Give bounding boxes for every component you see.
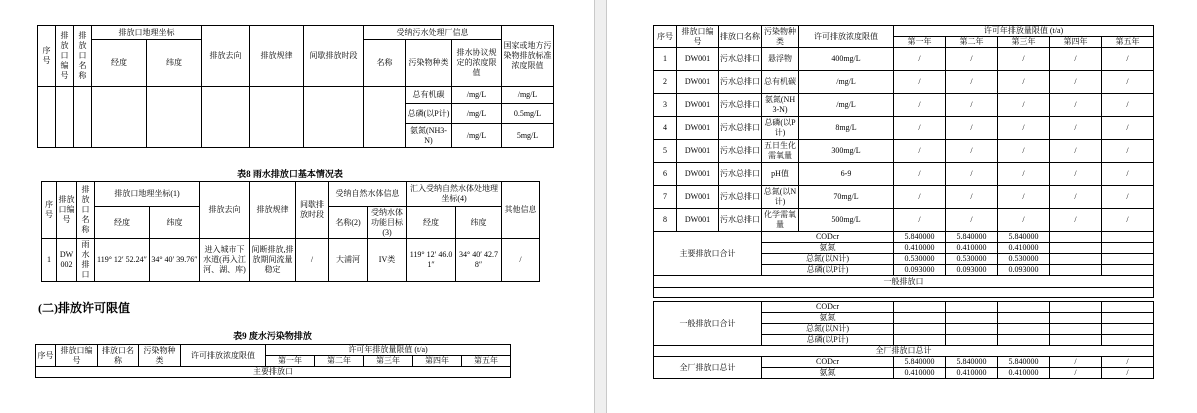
cell-year-value: [1102, 313, 1154, 324]
cell-year-value: /: [1102, 48, 1154, 71]
th-conc-limit: 许可排放浓度限值: [181, 345, 266, 367]
cell-year-value: 0.410000: [946, 243, 998, 254]
th-seq: 序号: [654, 26, 677, 48]
cell-year-value: /: [998, 209, 1050, 232]
empty-cell: [74, 87, 92, 148]
cell-outlet-no: DW001: [677, 71, 719, 94]
th-year-3: 第三年: [364, 356, 413, 367]
cell-year-value: [894, 335, 946, 346]
cell-seq: 1: [654, 48, 677, 71]
cell-total-pollutant: 氨氮: [762, 368, 894, 379]
table-row: [654, 71, 1154, 94]
cell-year-value: [946, 313, 998, 324]
cell-year-value: 0.530000: [998, 254, 1050, 265]
cell-agreement-limit: /mg/L: [452, 87, 502, 104]
th-pollutant-type: 污染物种类: [762, 26, 799, 48]
cell-year-value: 5.840000: [894, 232, 946, 243]
cell-direction: 进入城市下水道(再入江河、湖、库): [200, 239, 250, 282]
table-row: [654, 94, 1154, 117]
th-year-1: 第一年: [894, 37, 946, 48]
cell-year-value: [1102, 254, 1154, 265]
th-year-5: 第五年: [462, 356, 511, 367]
th-seq: 序号: [42, 182, 57, 239]
th-year-4: 第四年: [1050, 37, 1102, 48]
cell-agreement-limit: /mg/L: [452, 124, 502, 148]
th-longitude: 经度: [92, 40, 147, 87]
cell-year-value: /: [946, 48, 998, 71]
cell-year-value: /: [1050, 48, 1102, 71]
cell-year-value: [1050, 254, 1102, 265]
table9-title: 表9 废水污染物排放: [233, 331, 312, 341]
cell-year-value: /: [1050, 117, 1102, 140]
cell-year-value: /: [946, 186, 998, 209]
cell-outlet-name: 污水总排口: [719, 186, 762, 209]
cell-seq: 8: [654, 209, 677, 232]
th-intermittent: 间歇排放时段: [304, 26, 364, 87]
cell-year-value: /: [894, 140, 946, 163]
cell-seq: 2: [654, 71, 677, 94]
cell-conc-limit: 500mg/L: [799, 209, 894, 232]
table-wwtp-info-continued: [37, 25, 554, 148]
cell-outlet-name: 污水总排口: [719, 71, 762, 94]
cell-pollutant: 总磷(以P计): [406, 104, 452, 124]
empty-cell: [364, 87, 406, 148]
document-page-right: [607, 0, 1197, 413]
cell-seq: 4: [654, 117, 677, 140]
cell-year-value: [1050, 243, 1102, 254]
cell-conc-limit: 400mg/L: [799, 48, 894, 71]
th-wwtp-name: 名称: [364, 40, 406, 87]
th-annual-group: 许可年排放量限值 (t/a): [266, 345, 511, 356]
cell-year-value: /: [946, 71, 998, 94]
th-outlet-no: 排放口编号: [56, 345, 98, 367]
cell-year-value: /: [946, 140, 998, 163]
cell-total-pollutant: 总磷(以P计): [762, 265, 894, 276]
cell-year-value: [1102, 232, 1154, 243]
cell-standard-limit: 5mg/L: [502, 124, 554, 148]
th-standard-limit: 国家或地方污染物排放标准浓度限值: [502, 26, 554, 87]
cell-year-value: 0.093000: [894, 265, 946, 276]
cell-total-pollutant: 总氮(以N计): [762, 254, 894, 265]
th-wwtp-group: 受纳污水处理厂信息: [364, 26, 502, 40]
empty-cell: [38, 87, 56, 148]
cell-year-value: [998, 335, 1050, 346]
th-latitude: 纬度: [150, 207, 200, 239]
th-intermittent: 间歇排放时段: [296, 182, 329, 239]
cell-year-value: [1050, 302, 1102, 313]
cell-standard-limit: 0.5mg/L: [502, 104, 554, 124]
cell-plant-total-label: 全厂排放口总计: [654, 357, 762, 379]
cell-total-pollutant: 氨氮: [762, 313, 894, 324]
empty-cell: [250, 87, 304, 148]
cell-year-value: [998, 313, 1050, 324]
cell-standard-limit: /mg/L: [502, 87, 554, 104]
cell-year-value: /: [998, 163, 1050, 186]
band-plant-total: 全厂排放口总计: [654, 346, 1154, 357]
table-wastewater-limits-totals: [653, 301, 1154, 379]
th-seq: 序号: [36, 345, 56, 367]
cell-year-value: [894, 313, 946, 324]
cell-year-value: /: [894, 117, 946, 140]
cell-year-value: [998, 324, 1050, 335]
cell-year-value: /: [1050, 94, 1102, 117]
band-main-outlets: 主要排放口: [36, 367, 511, 378]
cell-year-value: /: [998, 140, 1050, 163]
th-join-latitude: 纬度: [456, 207, 502, 239]
cell-year-value: /: [1102, 357, 1154, 368]
cell-year-value: /: [998, 117, 1050, 140]
th-longitude: 经度: [95, 207, 150, 239]
cell-year-value: 0.530000: [894, 254, 946, 265]
cell-total-pollutant: 总磷(以P计): [762, 335, 894, 346]
cell-pollutant: 氨氮(NH3-N): [406, 124, 452, 148]
cell-year-value: /: [1050, 209, 1102, 232]
cell-year-value: /: [1050, 368, 1102, 379]
cell-outlet-no: DW001: [677, 163, 719, 186]
table-row: [654, 117, 1154, 140]
cell-year-value: /: [1050, 163, 1102, 186]
cell-pattern: 间断排放,排放期间流量稳定: [250, 239, 296, 282]
th-year-2: 第二年: [315, 356, 364, 367]
th-geo-group: 排放口地理坐标: [92, 26, 202, 40]
th-year-5: 第五年: [1102, 37, 1154, 48]
cell-year-value: 0.410000: [894, 368, 946, 379]
cell-year-value: [1050, 232, 1102, 243]
cell-latitude: 34° 40′ 39.76″: [150, 239, 200, 282]
cell-year-value: /: [1102, 163, 1154, 186]
cell-outlet-name: 雨水排口: [77, 239, 95, 282]
table-row: [654, 140, 1154, 163]
cell-pollutant: 总氮(以N计): [762, 186, 799, 209]
table8-title: 表8 雨水排放口基本情况表: [237, 169, 343, 179]
th-annual-group: 许可年排放量限值 (t/a): [894, 26, 1154, 37]
table-row-total: [654, 357, 1154, 368]
cell-year-value: /: [998, 94, 1050, 117]
band-general-outlets: 一般排放口: [654, 276, 1154, 288]
th-latitude: 纬度: [147, 40, 202, 87]
th-pollutant-type: 污染物种类: [139, 345, 181, 367]
cell-conc-limit: 70mg/L: [799, 186, 894, 209]
cell-join-latitude: 34° 40′ 42.78″: [456, 239, 502, 282]
th-conc-limit: 许可排放浓度限值: [799, 26, 894, 48]
empty-cell: [202, 87, 250, 148]
cell-year-value: /: [946, 209, 998, 232]
cell-pollutant: pH值: [762, 163, 799, 186]
cell-year-value: [946, 324, 998, 335]
cell-year-value: [1102, 324, 1154, 335]
cell-year-value: /: [998, 48, 1050, 71]
cell-total-pollutant: CODcr: [762, 357, 894, 368]
cell-year-value: [1102, 243, 1154, 254]
th-year-1: 第一年: [266, 356, 315, 367]
empty-cell: [147, 87, 202, 148]
table-row: [654, 163, 1154, 186]
cell-year-value: /: [998, 71, 1050, 94]
cell-year-value: /: [1050, 71, 1102, 94]
cell-general-total-label: 一般排放口合计: [654, 302, 762, 346]
cell-year-value: /: [1102, 117, 1154, 140]
th-year-3: 第三年: [998, 37, 1050, 48]
cell-year-value: 0.410000: [998, 368, 1050, 379]
cell-pollutant: 氨氮(NH3-N): [762, 94, 799, 117]
cell-year-value: [1102, 302, 1154, 313]
cell-year-value: [894, 302, 946, 313]
cell-pollutant: 悬浮物: [762, 48, 799, 71]
table-row: [654, 186, 1154, 209]
cell-year-value: /: [894, 163, 946, 186]
cell-year-value: [1050, 324, 1102, 335]
cell-year-value: 5.840000: [894, 357, 946, 368]
cell-year-value: [1102, 265, 1154, 276]
cell-pollutant: 总有机碳: [762, 71, 799, 94]
th-outlet-no: 排放口编号: [57, 182, 77, 239]
cell-seq: 7: [654, 186, 677, 209]
cell-year-value: /: [894, 71, 946, 94]
cell-other-info: /: [502, 239, 540, 282]
th-join-longitude: 经度: [407, 207, 456, 239]
cell-total-pollutant: CODcr: [762, 232, 894, 243]
cell-outlet-no: DW001: [677, 117, 719, 140]
cell-year-value: [1102, 335, 1154, 346]
cell-pollutant: 总有机碳: [406, 87, 452, 104]
cell-year-value: [1050, 313, 1102, 324]
th-join-geo-group: 汇入受纳自然水体处地理坐标(4): [407, 182, 502, 207]
cell-seq: 1: [42, 239, 57, 282]
cell-conc-limit: /mg/L: [799, 71, 894, 94]
cell-year-value: [1050, 335, 1102, 346]
cell-year-value: 0.093000: [946, 265, 998, 276]
th-pollutant-type: 污染物种类: [406, 40, 452, 87]
table-row-subtotal: [654, 232, 1154, 243]
cell-conc-limit: /mg/L: [799, 94, 894, 117]
cell-year-value: 0.410000: [894, 243, 946, 254]
cell-year-value: /: [894, 186, 946, 209]
cell-year-value: /: [894, 94, 946, 117]
cell-outlet-no: DW001: [677, 186, 719, 209]
cell-main-total-label: 主要排放口合计: [654, 232, 762, 276]
cell-conc-limit: 8mg/L: [799, 117, 894, 140]
section-heading-discharge-limits: (二)排放许可限值: [38, 301, 130, 315]
cell-year-value: /: [1102, 209, 1154, 232]
cell-year-value: [1050, 265, 1102, 276]
empty-cell: [56, 87, 74, 148]
cell-year-value: 5.840000: [998, 232, 1050, 243]
th-pattern: 排放规律: [250, 182, 296, 239]
cell-outlet-name: 污水总排口: [719, 140, 762, 163]
cell-year-value: 0.530000: [946, 254, 998, 265]
cell-year-value: [946, 302, 998, 313]
cell-year-value: /: [946, 117, 998, 140]
table-rainwater-outlets: [41, 181, 540, 282]
th-year-2: 第二年: [946, 37, 998, 48]
cell-year-value: /: [894, 48, 946, 71]
cell-water-target: IV类: [368, 239, 407, 282]
cell-agreement-limit: /mg/L: [452, 104, 502, 124]
cell-year-value: [946, 335, 998, 346]
th-direction: 排放去向: [200, 182, 250, 239]
th-outlet-no: 排放口编号: [56, 26, 74, 87]
cell-year-value: /: [946, 163, 998, 186]
cell-seq: 5: [654, 140, 677, 163]
cell-outlet-name: 污水总排口: [719, 94, 762, 117]
th-outlet-no: 排放口编号: [677, 26, 719, 48]
cell-outlet-no: DW001: [677, 140, 719, 163]
cell-total-pollutant: 总氮(以N计): [762, 324, 894, 335]
cell-year-value: 5.840000: [946, 232, 998, 243]
cell-water-name: 大浦河: [329, 239, 368, 282]
cell-outlet-name: 污水总排口: [719, 163, 762, 186]
cell-conc-limit: 6-9: [799, 163, 894, 186]
cell-year-value: 5.840000: [998, 357, 1050, 368]
cell-outlet-no: DW002: [57, 239, 77, 282]
th-water-target: 受纳水体功能目标(3): [368, 207, 407, 239]
cell-year-value: [894, 324, 946, 335]
cell-outlet-name: 污水总排口: [719, 209, 762, 232]
cell-year-value: /: [1050, 186, 1102, 209]
cell-year-value: /: [946, 94, 998, 117]
table-row-subtotal: [654, 302, 1154, 313]
cell-year-value: /: [1102, 140, 1154, 163]
th-direction: 排放去向: [202, 26, 250, 87]
cell-outlet-no: DW001: [677, 94, 719, 117]
cell-year-value: /: [1102, 368, 1154, 379]
cell-year-value: /: [1050, 140, 1102, 163]
cell-year-value: /: [1050, 357, 1102, 368]
table-row: [654, 209, 1154, 232]
th-outlet-name: 排放口名称: [98, 345, 139, 367]
cell-outlet-name: 污水总排口: [719, 48, 762, 71]
th-water-group: 受纳自然水体信息: [329, 182, 407, 207]
cell-total-pollutant: CODcr: [762, 302, 894, 313]
th-water-name: 名称(2): [329, 207, 368, 239]
th-pattern: 排放规律: [250, 26, 304, 87]
th-outlet-name: 排放口名称: [719, 26, 762, 48]
th-outlet-name: 排放口名称: [77, 182, 95, 239]
th-seq: 序号: [38, 26, 56, 87]
cell-seq: 3: [654, 94, 677, 117]
cell-year-value: /: [1102, 94, 1154, 117]
cell-year-value: 0.410000: [998, 243, 1050, 254]
th-year-4: 第四年: [413, 356, 462, 367]
cell-join-longitude: 119° 12′ 46.01″: [407, 239, 456, 282]
th-geo-group: 排放口地理坐标(1): [95, 182, 200, 207]
cell-total-pollutant: 氨氮: [762, 243, 894, 254]
table-wastewater-limits: [653, 25, 1154, 298]
th-outlet-name: 排放口名称: [74, 26, 92, 87]
cell-year-value: /: [1102, 186, 1154, 209]
document-page-left: [0, 0, 594, 413]
cell-year-value: [998, 302, 1050, 313]
cell-outlet-no: DW001: [677, 209, 719, 232]
th-agreement-limit: 排水协议规定的浓度限值: [452, 40, 502, 87]
empty-cell: [92, 87, 147, 148]
cell-year-value: 0.410000: [946, 368, 998, 379]
cell-year-value: 5.840000: [946, 357, 998, 368]
table-row: [654, 48, 1154, 71]
cell-year-value: /: [1102, 71, 1154, 94]
cell-pollutant: 化学需氧量: [762, 209, 799, 232]
page-gap-divider: [594, 0, 607, 413]
cell-seq: 6: [654, 163, 677, 186]
empty-band-row: [654, 288, 1154, 298]
cell-pollutant: 五日生化需氧量: [762, 140, 799, 163]
cell-conc-limit: 300mg/L: [799, 140, 894, 163]
cell-year-value: /: [998, 186, 1050, 209]
cell-pollutant: 总磷(以P计): [762, 117, 799, 140]
empty-cell: [304, 87, 364, 148]
cell-year-value: 0.093000: [998, 265, 1050, 276]
cell-longitude: 119° 12′ 52.24″: [95, 239, 150, 282]
cell-intermittent: /: [296, 239, 329, 282]
cell-year-value: /: [894, 209, 946, 232]
th-other-info: 其他信息: [502, 182, 540, 239]
table-wastewater-limits-start: [35, 344, 511, 378]
cell-outlet-name: 污水总排口: [719, 117, 762, 140]
cell-outlet-no: DW001: [677, 48, 719, 71]
